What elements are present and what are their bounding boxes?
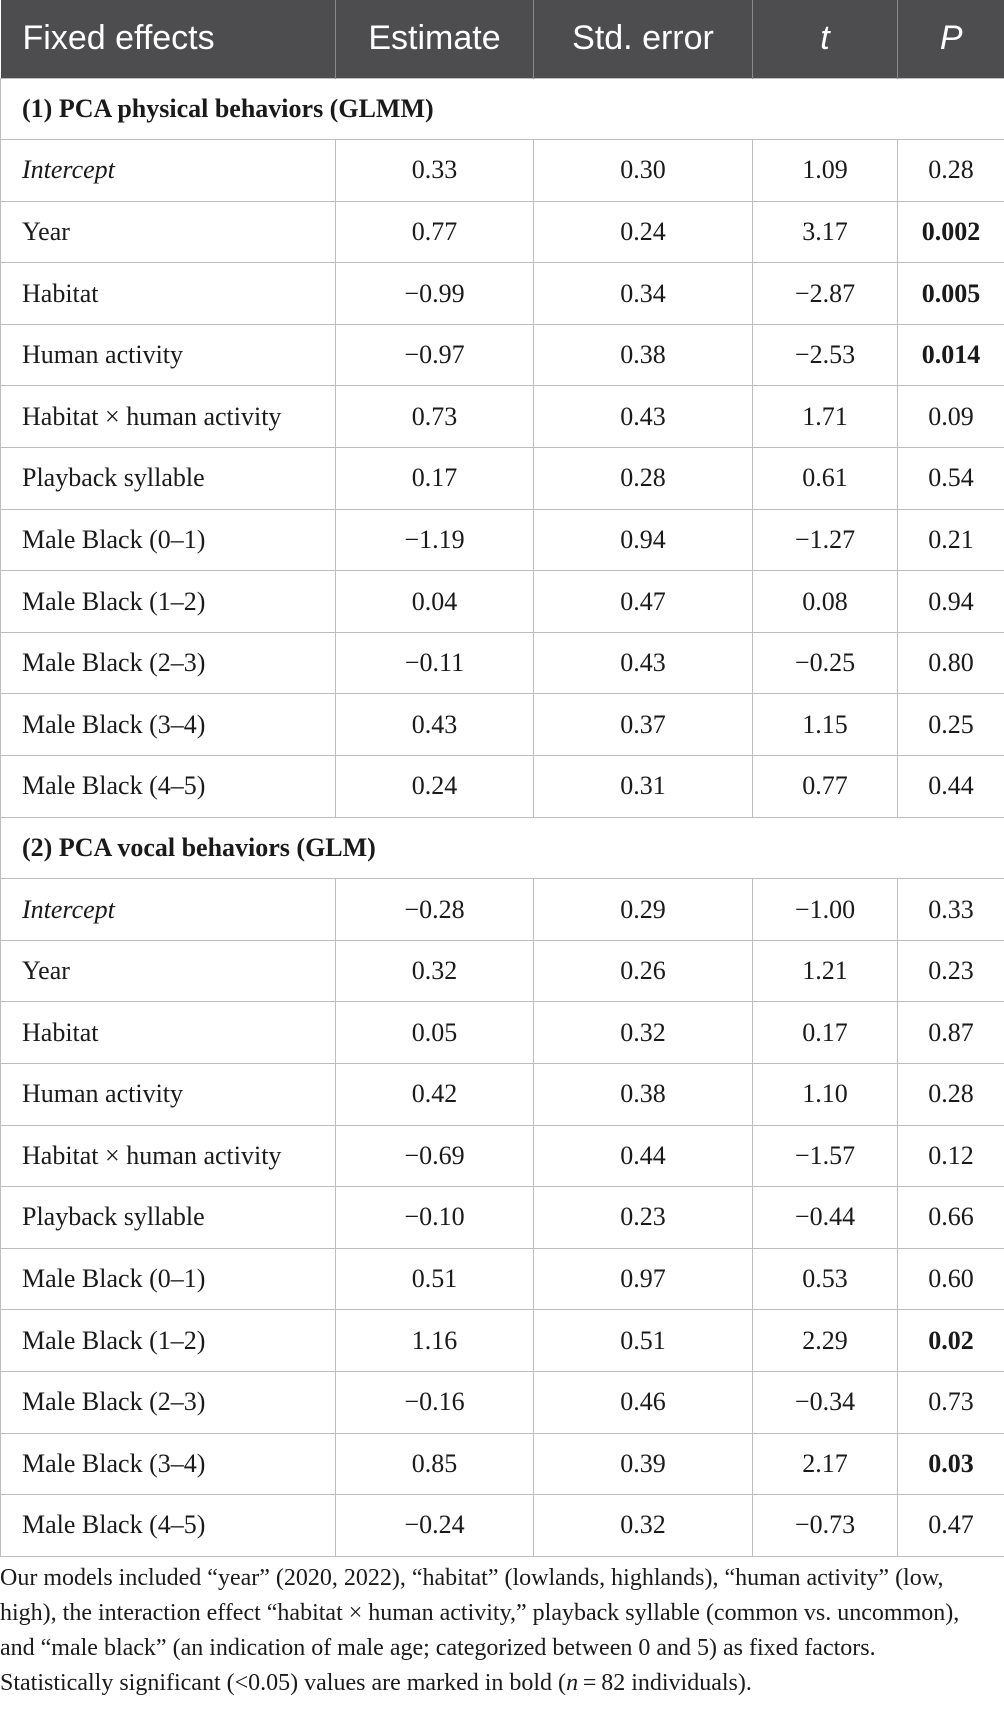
cell-t-value: −1.27 <box>753 509 898 571</box>
cell-p-value: 0.12 <box>898 1125 1004 1187</box>
cell-fixed-effect: Male Black (3–4) <box>1 694 336 756</box>
cell-p-value: 0.09 <box>898 386 1004 448</box>
table-row <box>1 1064 1004 1126</box>
header-fixed-effects: Fixed effects <box>1 0 336 78</box>
table-row <box>1 1371 1004 1433</box>
cell-p-value: 0.005 <box>898 263 1004 325</box>
cell-p-value: 0.25 <box>898 694 1004 756</box>
cell-std-error: 0.29 <box>534 879 753 941</box>
cell-p-value: 0.21 <box>898 509 1004 571</box>
table-header <box>1 0 1004 78</box>
cell-fixed-effect: Male Black (4–5) <box>1 756 336 818</box>
table-row <box>1 1125 1004 1187</box>
cell-estimate: −0.28 <box>336 879 534 941</box>
cell-fixed-effect: Human activity <box>1 324 336 386</box>
cell-estimate: −0.16 <box>336 1371 534 1433</box>
cell-estimate: 0.43 <box>336 694 534 756</box>
table-row <box>1 756 1004 818</box>
cell-p-value: 0.44 <box>898 756 1004 818</box>
cell-std-error: 0.97 <box>534 1248 753 1310</box>
cell-t-value: 1.21 <box>753 940 898 1002</box>
cell-fixed-effect: Intercept <box>1 879 336 941</box>
cell-p-value: 0.33 <box>898 879 1004 941</box>
cell-std-error: 0.38 <box>534 1064 753 1126</box>
section-title: (2) PCA vocal behaviors (GLM) <box>1 817 1004 879</box>
table-row <box>1 509 1004 571</box>
cell-std-error: 0.44 <box>534 1125 753 1187</box>
cell-p-value: 0.66 <box>898 1187 1004 1249</box>
cell-estimate: −0.69 <box>336 1125 534 1187</box>
cell-t-value: −2.53 <box>753 324 898 386</box>
cell-estimate: 0.24 <box>336 756 534 818</box>
cell-std-error: 0.51 <box>534 1310 753 1372</box>
cell-t-value: 0.61 <box>753 448 898 510</box>
cell-std-error: 0.24 <box>534 201 753 263</box>
cell-estimate: −0.97 <box>336 324 534 386</box>
cell-t-value: 1.09 <box>753 140 898 202</box>
cell-t-value: −1.57 <box>753 1125 898 1187</box>
cell-t-value: 1.10 <box>753 1064 898 1126</box>
cell-fixed-effect: Male Black (0–1) <box>1 509 336 571</box>
cell-estimate: 0.51 <box>336 1248 534 1310</box>
cell-estimate: 0.32 <box>336 940 534 1002</box>
cell-std-error: 0.32 <box>534 1495 753 1557</box>
footnote-text: Our models included “year” (2020, 2022), “habitat” (lowlands, highlands), “human activity” (low, high), the interaction effect “habitat × human activity,” playback syllable (common vs. uncommon), and “male black” (an indication of male age; categorized between 0 and 5) as fixed factors. Statistically significant (<0.05) values are marked in bold ( <box>0 1565 960 1696</box>
header-row <box>1 0 1004 78</box>
cell-std-error: 0.39 <box>534 1433 753 1495</box>
cell-t-value: −0.44 <box>753 1187 898 1249</box>
cell-t-value: 2.17 <box>753 1433 898 1495</box>
table-row <box>1 140 1004 202</box>
cell-std-error: 0.37 <box>534 694 753 756</box>
cell-fixed-effect: Habitat <box>1 1002 336 1064</box>
table-row <box>1 263 1004 325</box>
cell-fixed-effect: Year <box>1 940 336 1002</box>
cell-std-error: 0.94 <box>534 509 753 571</box>
table-row <box>1 448 1004 510</box>
cell-std-error: 0.38 <box>534 324 753 386</box>
table-row <box>1 940 1004 1002</box>
cell-std-error: 0.28 <box>534 448 753 510</box>
cell-fixed-effect: Intercept <box>1 140 336 202</box>
cell-estimate: 0.73 <box>336 386 534 448</box>
cell-p-value: 0.28 <box>898 140 1004 202</box>
table-row <box>1 1310 1004 1372</box>
table-row <box>1 632 1004 694</box>
cell-fixed-effect: Human activity <box>1 1064 336 1126</box>
cell-std-error: 0.46 <box>534 1371 753 1433</box>
table-row <box>1 694 1004 756</box>
cell-p-value: 0.28 <box>898 1064 1004 1126</box>
section-title: (1) PCA physical behaviors (GLMM) <box>1 78 1004 140</box>
cell-fixed-effect: Male Black (1–2) <box>1 1310 336 1372</box>
cell-std-error: 0.23 <box>534 1187 753 1249</box>
cell-t-value: −2.87 <box>753 263 898 325</box>
section-row <box>1 817 1004 879</box>
cell-fixed-effect: Habitat × human activity <box>1 1125 336 1187</box>
header-estimate: Estimate <box>336 0 534 78</box>
cell-t-value: 3.17 <box>753 201 898 263</box>
cell-p-value: 0.002 <box>898 201 1004 263</box>
cell-t-value: 0.08 <box>753 571 898 633</box>
cell-estimate: 0.04 <box>336 571 534 633</box>
table-row <box>1 324 1004 386</box>
cell-t-value: 1.71 <box>753 386 898 448</box>
cell-p-value: 0.47 <box>898 1495 1004 1557</box>
cell-p-value: 0.02 <box>898 1310 1004 1372</box>
cell-t-value: −0.73 <box>753 1495 898 1557</box>
cell-fixed-effect: Male Black (0–1) <box>1 1248 336 1310</box>
cell-t-value: −0.34 <box>753 1371 898 1433</box>
cell-fixed-effect: Male Black (3–4) <box>1 1433 336 1495</box>
header-std-error: Std. error <box>534 0 753 78</box>
cell-fixed-effect: Year <box>1 201 336 263</box>
cell-estimate: 1.16 <box>336 1310 534 1372</box>
cell-p-value: 0.03 <box>898 1433 1004 1495</box>
cell-p-value: 0.54 <box>898 448 1004 510</box>
cell-estimate: 0.05 <box>336 1002 534 1064</box>
table-row <box>1 1433 1004 1495</box>
cell-fixed-effect: Playback syllable <box>1 448 336 510</box>
cell-estimate: 0.42 <box>336 1064 534 1126</box>
cell-estimate: −0.10 <box>336 1187 534 1249</box>
footnote-n-symbol: n <box>566 1670 579 1696</box>
header-t: t <box>753 0 898 78</box>
cell-std-error: 0.32 <box>534 1002 753 1064</box>
cell-std-error: 0.30 <box>534 140 753 202</box>
cell-t-value: 0.53 <box>753 1248 898 1310</box>
table-body <box>1 78 1004 1556</box>
cell-t-value: −1.00 <box>753 879 898 941</box>
table-footnote <box>0 1561 990 1701</box>
cell-estimate: 0.77 <box>336 201 534 263</box>
cell-fixed-effect: Habitat <box>1 263 336 325</box>
cell-p-value: 0.60 <box>898 1248 1004 1310</box>
cell-estimate: −1.19 <box>336 509 534 571</box>
cell-p-value: 0.94 <box>898 571 1004 633</box>
cell-estimate: −0.24 <box>336 1495 534 1557</box>
cell-estimate: 0.33 <box>336 140 534 202</box>
cell-estimate: −0.11 <box>336 632 534 694</box>
cell-fixed-effect: Male Black (1–2) <box>1 571 336 633</box>
table-row <box>1 386 1004 448</box>
cell-std-error: 0.47 <box>534 571 753 633</box>
cell-estimate: −0.99 <box>336 263 534 325</box>
table-row <box>1 1002 1004 1064</box>
table-row <box>1 201 1004 263</box>
cell-p-value: 0.80 <box>898 632 1004 694</box>
table-row <box>1 1187 1004 1249</box>
cell-p-value: 0.23 <box>898 940 1004 1002</box>
table-row <box>1 1495 1004 1557</box>
cell-fixed-effect: Male Black (2–3) <box>1 1371 336 1433</box>
cell-fixed-effect: Playback syllable <box>1 1187 336 1249</box>
table-row <box>1 1248 1004 1310</box>
cell-fixed-effect: Male Black (2–3) <box>1 632 336 694</box>
footnote-text-end: = 82 individuals). <box>578 1670 752 1696</box>
cell-p-value: 0.014 <box>898 324 1004 386</box>
cell-std-error: 0.26 <box>534 940 753 1002</box>
table-row <box>1 879 1004 941</box>
cell-t-value: 0.17 <box>753 1002 898 1064</box>
cell-std-error: 0.34 <box>534 263 753 325</box>
cell-estimate: 0.17 <box>336 448 534 510</box>
cell-t-value: −0.25 <box>753 632 898 694</box>
cell-std-error: 0.31 <box>534 756 753 818</box>
cell-std-error: 0.43 <box>534 386 753 448</box>
section-row <box>1 78 1004 140</box>
cell-t-value: 2.29 <box>753 1310 898 1372</box>
cell-estimate: 0.85 <box>336 1433 534 1495</box>
cell-fixed-effect: Male Black (4–5) <box>1 1495 336 1557</box>
cell-t-value: 1.15 <box>753 694 898 756</box>
cell-t-value: 0.77 <box>753 756 898 818</box>
cell-p-value: 0.87 <box>898 1002 1004 1064</box>
header-p: P <box>898 0 1004 78</box>
cell-p-value: 0.73 <box>898 1371 1004 1433</box>
cell-std-error: 0.43 <box>534 632 753 694</box>
table-row <box>1 571 1004 633</box>
cell-fixed-effect: Habitat × human activity <box>1 386 336 448</box>
